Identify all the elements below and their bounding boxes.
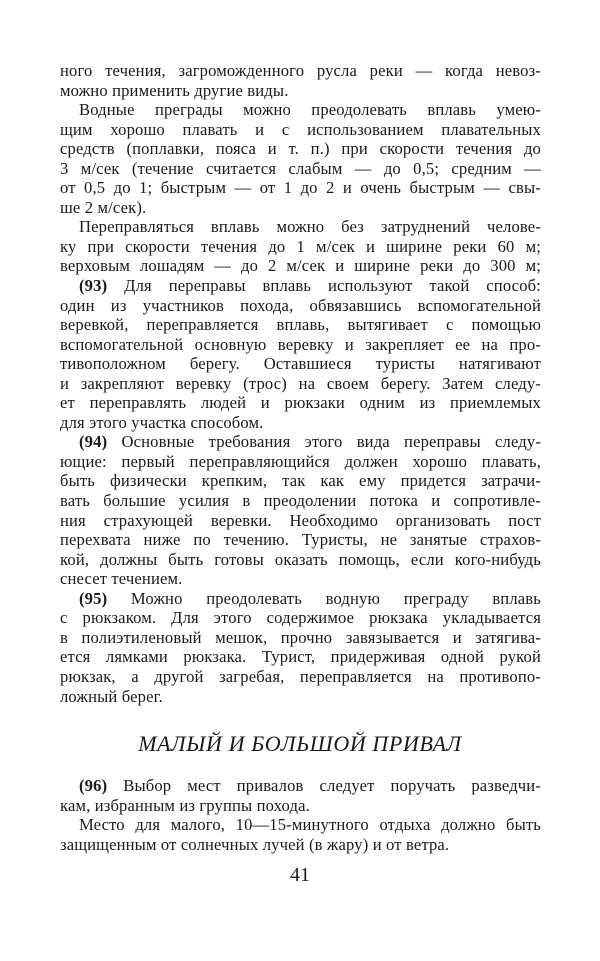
text-line: ку при скорости течения до 1 м/сек и ширине реки 60 м;	[60, 236, 541, 256]
text-line: кой, должны быть готовы оказать помощь, если кого-нибудь	[60, 549, 541, 569]
paragraph-crossing-speed	[60, 217, 541, 276]
paragraph-number: (96)	[79, 776, 108, 795]
paragraph-rest-place	[60, 815, 541, 854]
paragraph-94	[60, 432, 541, 588]
paragraph-93	[60, 276, 541, 432]
text-line: верховым лошадям — до 2 м/сек и ширине реки до 300 м;	[60, 256, 541, 276]
paragraph-96	[60, 776, 541, 815]
text-line: ше 2 м/сек).	[60, 197, 147, 217]
section-heading: МАЛЫЙ И БОЛЬШОЙ ПРИВАЛ	[138, 731, 462, 756]
text-line: вать большие усилия в преодолении потока и сопротивле-	[60, 491, 541, 511]
paragraph-number: (94)	[79, 432, 108, 452]
text-line	[60, 276, 541, 296]
text-line	[60, 432, 541, 452]
text-line: Водные преграды можно преодолевать вплавь умею-	[79, 100, 541, 120]
text-run: Можно преодолевать водную преграду вплавь	[107, 588, 541, 608]
text-line: ет переправлять людей и рюкзаки одним из приемлемых	[60, 393, 541, 413]
text-line: от 0,5 до 1; быстрым — от 1 до 2 и очень быстрым — свы-	[60, 178, 541, 198]
text-line: ния страхующей веревки. Необходимо организовать пост	[60, 510, 541, 530]
text-line: перехвата ниже по течению. Туристы, не занятые страхов-	[60, 530, 541, 550]
text-line	[60, 776, 541, 796]
text-line: с рюкзаком. Для этого содержимое рюкзака укладывается	[60, 608, 541, 628]
upper-text-block	[60, 61, 541, 706]
text-line: и закрепляют веревку (трос) на своем берегу. Затем следу-	[60, 373, 541, 393]
text-run: Для переправы вплавь используют такой способ:	[107, 276, 541, 296]
text-line: кам, избранным из группы похода.	[60, 795, 310, 815]
lower-text-block	[60, 776, 541, 854]
paragraph-water-obstacles	[60, 100, 541, 217]
text-line: защищенным от солнечных лучей (в жару) и от ветра.	[60, 834, 450, 854]
text-line: для этого участка способом.	[60, 412, 264, 432]
text-line: 3 м/сек (течение считается слабым — до 0,5; средним —	[60, 158, 541, 178]
text-line: быть физически крепким, так как ему придется затрачи-	[60, 471, 541, 491]
text-run: Основные требования этого вида переправы следу-	[107, 432, 541, 452]
text-line: веревкой, переправляется вплавь, вытягивает с помощью	[60, 315, 541, 335]
text-line: снесет течением.	[60, 569, 183, 589]
text-line: тивоположном берегу. Оставшиеся туристы натягивают	[60, 354, 541, 374]
paragraph-number: (95)	[79, 588, 108, 608]
text-line: средств (поплавки, пояса и т. п.) при скорости течения до	[60, 139, 541, 159]
text-line: Переправляться вплавь можно без затруднений челове-	[79, 217, 541, 237]
text-line: Место для малого, 10—15-минутного отдыха должно быть	[79, 815, 541, 835]
text-run: Выбор мест привалов следует поручать разведчи-	[107, 776, 541, 795]
paragraph-number: (93)	[79, 276, 108, 296]
text-line: можно применить другие виды.	[60, 80, 289, 100]
text-line	[60, 589, 541, 609]
text-line: в полиэтиленовый мешок, прочно завязывается и затягива-	[60, 627, 541, 647]
text-line: ется лямками рюкзака. Турист, придерживая одной рукой	[60, 647, 541, 667]
text-line: ного течения, загроможденного русла реки — когда невоз-	[60, 61, 541, 80]
text-line: щим хорошо плавать и с использованием плавательных	[60, 119, 541, 139]
paragraph-95	[60, 589, 541, 706]
page-number: 41	[290, 864, 310, 886]
text-line: один из участников похода, обвязавшись вспомогательной	[60, 295, 541, 315]
text-line: рюкзак, а другой загребая, переправляется на противопо-	[60, 666, 541, 686]
text-line: ющие: первый переправляющийся должен хорошо плавать,	[60, 451, 541, 471]
text-line: вспомогательной основную веревку и закрепляет ее на про-	[60, 334, 541, 354]
text-line: ложный берег.	[60, 686, 163, 706]
